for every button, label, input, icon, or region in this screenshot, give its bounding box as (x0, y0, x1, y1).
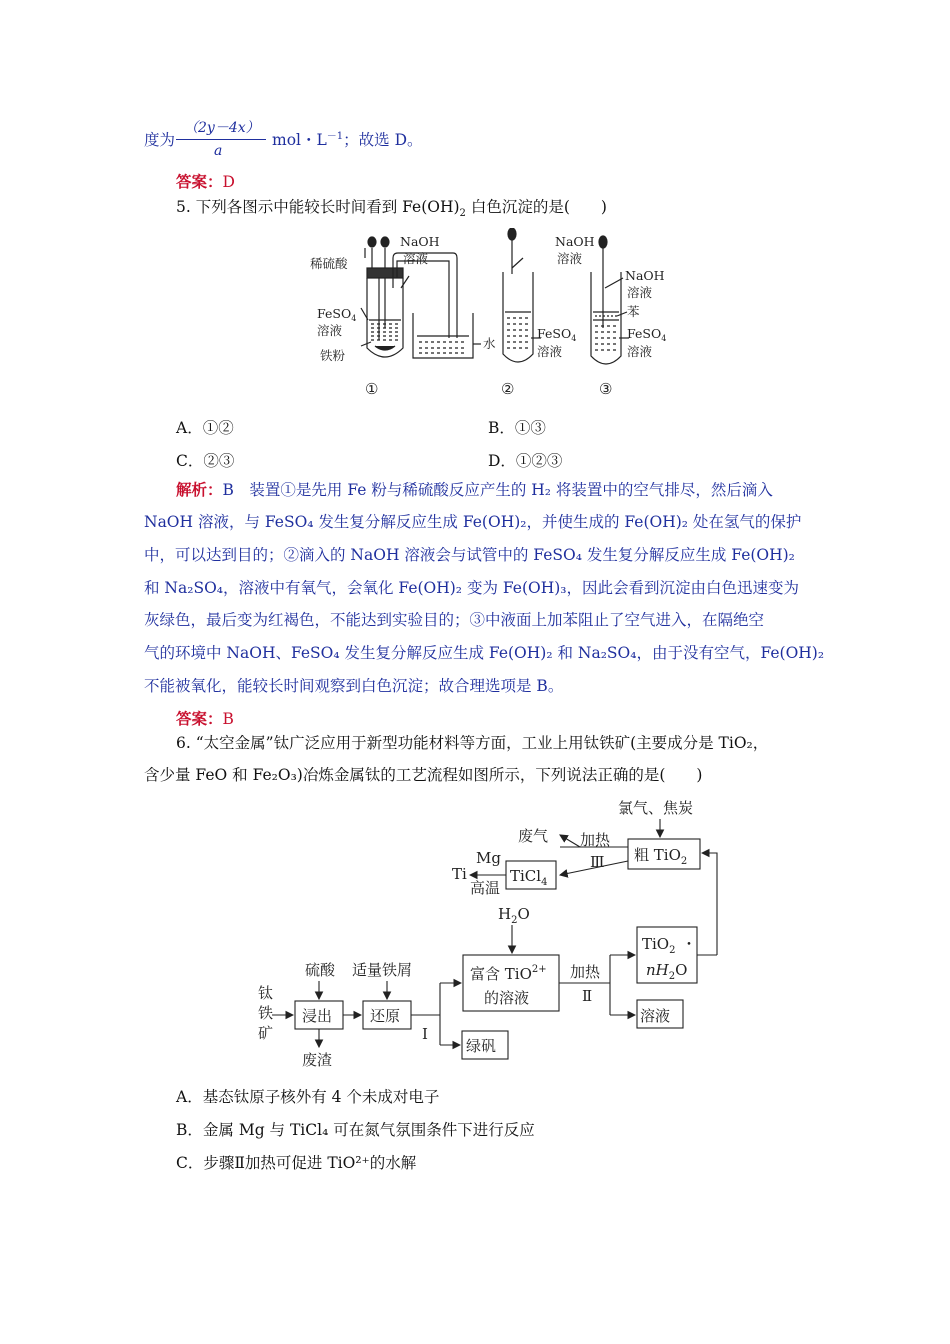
figure-num-3: ③ (599, 380, 613, 398)
flow-solution: 溶液 (640, 1007, 671, 1025)
analysis-line-7: 不能被氧化，能较长时间观察到白色沉淀；故合理选项是 B。 (144, 677, 564, 695)
label-naoh-1-sol: 溶液 (403, 251, 429, 266)
q6-option-a[interactable]: A．基态钛原子核外有 4 个未成对电子 (176, 1088, 440, 1106)
label-naoh-2: NaOH (555, 234, 595, 249)
fraction-bar (176, 139, 266, 140)
label-feso4-3: FeSO$_4$ (627, 326, 667, 343)
label-naoh-3-sol: 溶液 (627, 285, 653, 300)
option-b[interactable]: B．①③ (488, 419, 546, 437)
label-benzene: 苯 (627, 304, 640, 319)
flow-heat2: 加热 (570, 963, 601, 981)
q5-apparatus-figure (305, 228, 705, 408)
analysis-line-5: 灰绿色，最后变为红褐色，不能达到实验目的；③中液面上加苯阻止了空气进入，在隔绝空 (144, 611, 765, 629)
flow-high-temp: 高温 (470, 879, 501, 897)
analysis-line-3: 中，可以达到目的；②滴入的 NaOH 溶液会与试管中的 FeSO₄ 发生复分解反应生成 Fe(OH)₂ (144, 546, 795, 564)
q6-option-c[interactable]: C．步骤Ⅱ加热可促进 TiO²⁺的水解 (176, 1154, 417, 1172)
flow-sulfuric-acid: 硫酸 (305, 961, 336, 979)
q6-stem-1: 6. “太空金属”钛广泛应用于新型功能材料等方面，工业上用钛铁矿(主要成分是 TiO₂， (176, 734, 769, 752)
option-d[interactable]: D．①②③ (488, 452, 563, 470)
flow-crude-tio2: 粗 TiO$_2$ (634, 846, 688, 867)
figure-num-1: ① (365, 380, 379, 398)
flow-tio2-hydrate: TiO$_2$ ・ (642, 935, 697, 956)
label-feso4-3-sol: 溶液 (627, 344, 653, 359)
q6-stem-2: 含少量 FeO 和 Fe₂O₃)冶炼金属钛的工艺流程如图所示，下列说法正确的是( ) (144, 766, 703, 784)
label-naoh-3: NaOH (625, 268, 665, 283)
flow-nh2o: $nH_2O$ (646, 961, 688, 982)
flow-green-vitriol: 绿矾 (466, 1037, 497, 1055)
flow-ore-3: 矿 (258, 1024, 274, 1042)
flow-ticl4: TiCl$_4$ (510, 867, 548, 888)
label-naoh-1: NaOH (400, 234, 440, 249)
analysis-line-6: 气的环境中 NaOH、FeSO₄ 发生复分解反应生成 Fe(OH)₂ 和 Na₂SO₄，由于没有空气，Fe(OH)₂ (144, 644, 825, 662)
q6-option-b[interactable]: B．金属 Mg 与 TiCl₄ 可在氮气氛围条件下进行反应 (176, 1121, 535, 1139)
flow-reduce: 还原 (370, 1007, 401, 1025)
flow-ti: Ti (452, 865, 467, 883)
analysis-line-1: 解析：B 装置①是先用 Fe 粉与稀硫酸反应产生的 H₂ 将装置中的空气排尽，然后滴入 (176, 480, 773, 499)
q6-flowchart (250, 795, 730, 1075)
fraction-denominator: a (214, 143, 223, 159)
label-water: 水 (483, 336, 496, 351)
option-a[interactable]: A．①② (176, 419, 234, 437)
analysis-line-2: NaOH 溶液，与 FeSO₄ 发生复分解反应生成 Fe(OH)₂，并使生成的 Fe(OH)₂ 处在氢气的保护 (144, 513, 802, 531)
label-iron-powder: 铁粉 (320, 348, 346, 363)
label-feso4-2: FeSO$_4$ (537, 326, 577, 343)
label-feso4-1-sol: 溶液 (317, 323, 343, 338)
analysis-label: 解析： (176, 480, 223, 499)
option-c[interactable]: C．②③ (176, 452, 235, 470)
flow-h2o: $H_2O$ (498, 905, 530, 926)
flow-leach: 浸出 (302, 1007, 333, 1025)
flow-heat3: 加热 (580, 831, 611, 849)
flow-step3: Ⅲ (590, 853, 605, 871)
fraction-numerator: （2y－4x） (184, 120, 260, 136)
flow-rich-solution: 的溶液 (484, 989, 530, 1007)
flow-residue: 废渣 (302, 1051, 333, 1069)
flow-cl2-coke: 氯气、焦炭 (618, 799, 694, 817)
label-naoh-2-sol: 溶液 (557, 251, 583, 266)
flow-step2: Ⅱ (582, 987, 593, 1005)
flow-waste-gas: 废气 (518, 827, 549, 845)
flow-ore-1: 钛 (258, 984, 274, 1002)
flow-mg: Mg (476, 849, 501, 867)
label-feso4-1: FeSO$_4$ (317, 306, 357, 323)
top-unit: mol・$L^{-1}$；故选 D。 (272, 130, 423, 149)
flow-step1: Ⅰ (422, 1025, 428, 1043)
label-feso4-2-sol: 溶液 (537, 344, 563, 359)
q4-answer (176, 172, 235, 192)
flow-ore-2: 铁 (258, 1004, 274, 1022)
top-prefix: 度为 (144, 131, 176, 149)
label-dilute-acid: 稀硫酸 (310, 256, 348, 271)
flow-iron-scrap: 适量铁屑 (352, 961, 413, 979)
figure-num-2: ② (501, 380, 515, 398)
q5-stem: 5. 下列各图示中能较长时间看到 $Fe(OH)_2$ 白色沉淀的是( ) (176, 198, 607, 220)
flow-rich-tio: 富含 TiO$^{2+}$ (470, 964, 547, 983)
q5-answer: 答案：B (176, 709, 234, 728)
answer-label: 答案： (176, 172, 223, 191)
answer-value: D (222, 173, 235, 191)
analysis-line-4: 和 Na₂SO₄，溶液中有氧气，会氧化 Fe(OH)₂ 变为 Fe(OH)₃，因此会看到沉淀由白色迅速变为 (144, 579, 799, 597)
